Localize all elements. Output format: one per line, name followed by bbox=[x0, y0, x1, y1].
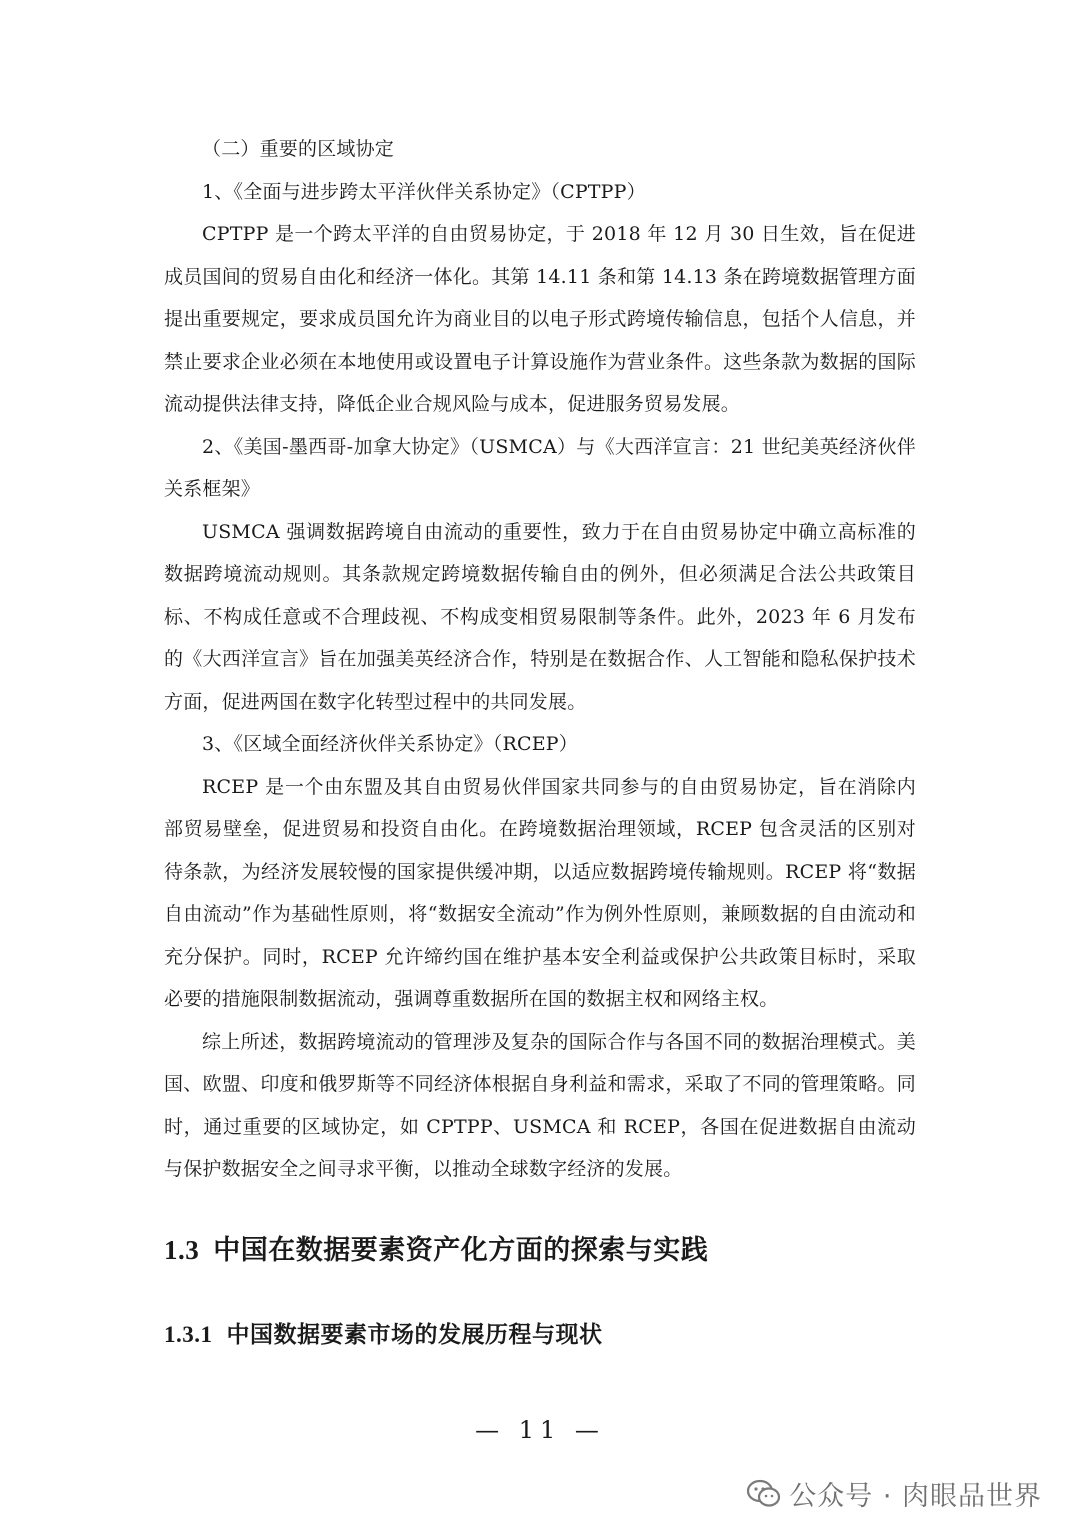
page-body bbox=[164, 128, 916, 1191]
heading-1-3-number: 1.3 bbox=[164, 1235, 200, 1265]
heading-1-3-text: 中国在数据要素资产化方面的探索与实践 bbox=[213, 1235, 709, 1266]
heading-1-3-1-text: 中国数据要素市场的发展历程与现状 bbox=[226, 1322, 603, 1348]
wechat-icon bbox=[747, 1479, 781, 1509]
rcep-paragraph: RCEP 是一个由东盟及其自由贸易伙伴国家共同参与的自由贸易协定，旨在消除内部贸易壁垒，促进贸易和投资自由化。在跨境数据治理领域，RCEP 包含灵活的区别对待条款，为经济发展较慢的国家提供缓冲期，以适应数据跨境传输规则。RCEP 将“数据自由流动”作为基础性原则，将“数据安全流动”作为例外性原则，兼顾数据的自由流动和充分保护。同时，RCEP 允许缔约国在维护基本安全利益或保护公共政策目标时，采取必要的措施限制数据流动，强调尊重数据所在国的数据主权和网络主权。 bbox=[164, 775, 916, 1010]
watermark-text: 公众号 · 肉眼品世界 bbox=[789, 1481, 1042, 1512]
watermark bbox=[747, 1474, 1042, 1513]
usmca-title: 2、《美国-墨西哥-加拿大协定》（USMCA）与《大西洋宣言：21 世纪美英经济伙伴关系框架》 bbox=[164, 435, 916, 500]
cptpp-paragraph: CPTPP 是一个跨太平洋的自由贸易协定，于 2018 年 12 月 30 日生效，旨在促进成员国间的贸易自由化和经济一体化。其第 14.11 条和第 14.13 条在跨境数据管理方面提出重要规定，要求成员国允许为商业目的以电子形式跨境传输信息，包括个人信息，并禁止要求企业必须在本地使用或设置电子计算设施作为营业条件。这些条款为数据的国际流动提供法律支持，降低企业合规风险与成本，促进服务贸易发展。 bbox=[164, 223, 916, 415]
heading-1-3-1-number: 1.3.1 bbox=[164, 1322, 213, 1347]
heading-1-3-1 bbox=[164, 1316, 603, 1349]
heading-1-3 bbox=[164, 1228, 708, 1267]
section-heading-regional: （二）重要的区域协定 bbox=[202, 138, 395, 160]
cptpp-title: 1、《全面与进步跨太平洋伙伴关系协定》（CPTPP） bbox=[202, 180, 646, 203]
page-number: — 11 — bbox=[475, 1416, 605, 1444]
rcep-title: 3、《区域全面经济伙伴关系协定》（RCEP） bbox=[202, 733, 578, 755]
usmca-paragraph: USMCA 强调数据跨境自由流动的重要性，致力于在自由贸易协定中确立高标准的数据跨境流动规则。其条款规定跨境数据传输自由的例外，但必须满足合法公共政策目标、不构成任意或不合理歧视、不构成变相贸易限制等条件。此外，2023 年 6 月发布的《大西洋宣言》旨在加强美英经济合作，特别是在数据合作、人工智能和隐私保护技术方面，促进两国在数字化转型过程中的共同发展。 bbox=[164, 520, 916, 713]
summary-paragraph: 综上所述，数据跨境流动的管理涉及复杂的国际合作与各国不同的数据治理模式。美国、欧盟、印度和俄罗斯等不同经济体根据自身利益和需求，采取了不同的管理策略。同时，通过重要的区域协定，如 CPTPP、USMCA 和 RCEP，各国在促进数据自由流动与保护数据安全之间寻求平衡，以推动全球数字经济的发展。 bbox=[164, 1030, 916, 1180]
